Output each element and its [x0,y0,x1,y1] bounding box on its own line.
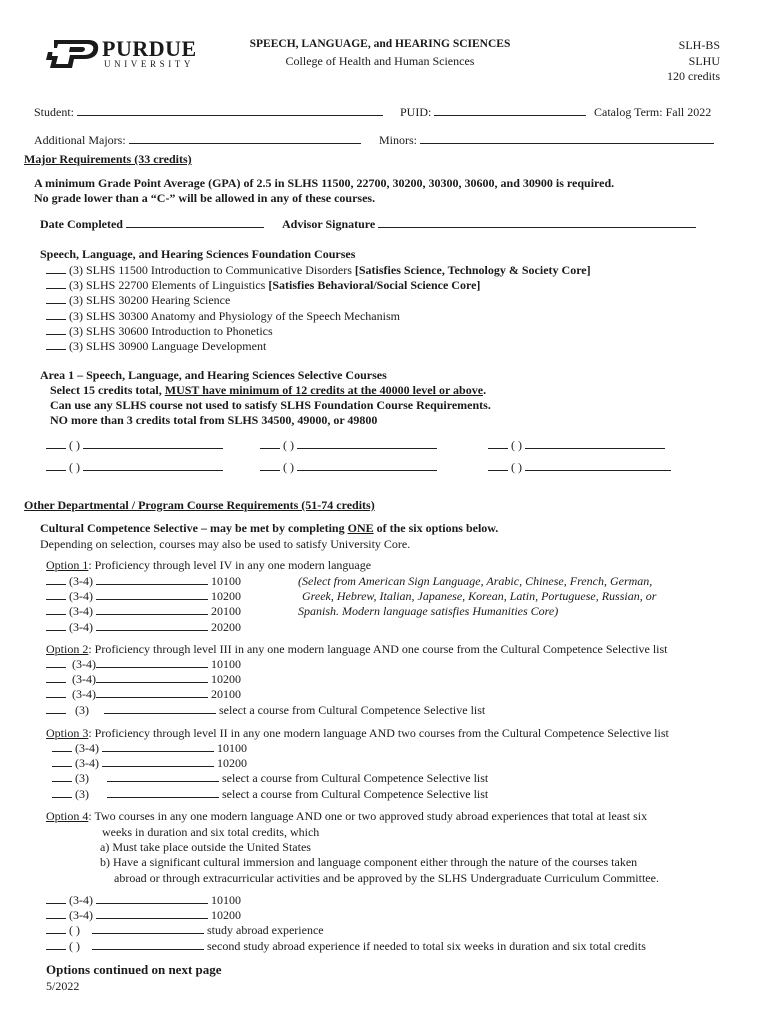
program-code: SLH-BS [678,38,720,52]
completion-blank[interactable] [46,923,66,934]
selective-slot[interactable]: ( ) [488,460,671,475]
option-4-rows [46,893,646,954]
list-item: (3-4) 10100 [46,657,485,672]
completion-blank[interactable] [46,589,66,600]
course-blank[interactable] [96,672,208,683]
selective-slot[interactable]: ( ) [260,438,437,453]
logo-subtext: UNIVERSITY [104,59,194,69]
list-item: ( ) study abroad experience [46,923,646,938]
student-field-row [34,105,383,120]
course-blank[interactable] [96,908,208,919]
list-item: (3-4) 10200 [52,756,488,771]
majors-field-row [34,133,361,148]
completion-blank[interactable] [46,657,66,668]
option-3-rows [52,741,488,802]
option-1-languages-note: (Select from American Sign Language, Arabic, Chinese, French, German, Greek, Hebrew, Italian, Japanese, Korean, Latin, Portuguese, Russian, or Spanish. Modern language satisfies Humanities Core) [298,574,657,619]
list-item: (3) select a course from Cultural Competence Selective list [52,771,488,786]
list-item: (3) SLHS 22700 Elements of Linguistics [Satisfies Behavioral/Social Science Core] [46,278,591,293]
completion-blank[interactable] [52,756,72,767]
completion-blank[interactable] [46,574,66,585]
list-item: (3-4) 10200 [46,589,241,604]
student-input[interactable] [77,105,383,116]
completion-blank[interactable] [46,604,66,615]
puid-label: PUID: [400,105,432,119]
completion-blank[interactable] [46,309,66,320]
puid-field-row [400,105,586,120]
course-blank[interactable] [92,939,204,950]
list-item: (3) SLHS 30300 Anatomy and Physiology of the Speech Mechanism [46,309,591,324]
course-blank[interactable] [96,687,208,698]
cultural-competence-note: Depending on selection, courses may also be used to satisfy University Core. [40,537,411,551]
gpa-requirement: A minimum Grade Point Average (GPA) of 2.5 in SLHS 11500, 22700, 30200, 30300, 30600, and 30900 is required. [34,176,615,190]
course-blank[interactable] [96,589,208,600]
option-3-title: Option 3: Proficiency through level II in any one modern language AND two courses from the Cultural Competence Selective list [46,726,669,740]
completion-blank[interactable] [52,771,72,782]
list-item: (3) SLHS 30200 Hearing Science [46,293,591,308]
list-item: (3-4) 10100 [46,893,646,908]
list-item: (3-4) 20200 [46,620,241,635]
option-4-line-2: weeks in duration and six total credits, which [102,825,320,839]
continued-note: Options continued on next page [46,962,222,977]
course-blank[interactable] [102,756,214,767]
list-item: (3) select a course from Cultural Competence Selective list [46,703,485,718]
completion-blank[interactable] [46,703,66,714]
selective-slot[interactable]: ( ) [46,460,223,475]
selective-slot[interactable]: ( ) [488,438,665,453]
purdue-logo [44,38,214,72]
completion-blank[interactable] [46,324,66,335]
selective-slot[interactable]: ( ) [260,460,437,475]
option-4-cond-b-cont: abroad or through extracurricular activities and be approved by the SLHS Undergraduate Curriculum Committee. [114,871,659,885]
advisor-signature-row [282,217,696,232]
puid-input[interactable] [434,105,586,116]
selective-slot[interactable]: ( ) [46,438,223,453]
option-2-rows [46,657,485,718]
course-blank[interactable] [96,604,208,615]
date-completed-label: Date Completed [40,217,123,231]
course-blank[interactable] [107,787,219,798]
area1-rule-3: NO more than 3 credits total from SLHS 34500, 49000, or 49800 [50,413,378,427]
foundation-course-list [46,263,591,354]
majors-input[interactable] [129,133,361,144]
list-item: (3-4) 20100 [46,687,485,702]
option-1-rows [46,574,241,635]
total-credits: 120 credits [667,69,720,83]
course-blank[interactable] [92,923,204,934]
course-blank[interactable] [107,771,219,782]
course-blank[interactable] [102,741,214,752]
student-label: Student: [34,105,75,119]
logo-wordmark: PURDUE [102,36,197,61]
completion-blank[interactable] [52,741,72,752]
course-blank[interactable] [104,703,216,714]
date-completed-input[interactable] [126,217,264,228]
area1-rule-1: Select 15 credits total, MUST have minimum of 12 credits at the 40000 level or above. [50,383,487,397]
purdue-p-mark-icon [44,38,100,70]
list-item: (3-4) 10200 [46,672,485,687]
date-completed-row [40,217,264,232]
other-requirements-heading: Other Departmental / Program Course Requirements (51-74 credits) [24,498,375,512]
list-item: (3-4) 10100 [46,574,241,589]
advisor-signature-label: Advisor Signature [282,217,376,231]
catalog-term: Catalog Term: Fall 2022 [594,105,712,119]
minors-input[interactable] [420,133,714,144]
completion-blank[interactable] [46,293,66,304]
minors-label: Minors: [379,133,418,147]
option-4-cond-b: b) Have a significant cultural immersion and language component either through the nature of the courses taken [100,855,638,869]
option-4-cond-a: a) Must take place outside the United States [100,840,311,854]
completion-blank[interactable] [46,620,66,631]
completion-blank[interactable] [46,939,66,950]
list-item: (3-4) 20100 [46,604,241,619]
list-item: (3-4) 10100 [52,741,488,756]
list-item: ( ) second study abroad experience if needed to total six weeks in duration and six total credits [46,939,646,954]
completion-blank[interactable] [46,687,66,698]
option-2-title: Option 2: Proficiency through level III in any one modern language AND one course from the Cultural Competence Selective list [46,642,668,656]
list-item: (3) SLHS 11500 Introduction to Communicative Disorders [Satisfies Science, Technology & Society Core] [46,263,591,278]
cultural-competence-title: Cultural Competence Selective – may be met by completing ONE of the six options below. [40,521,499,535]
college-name: College of Health and Human Sciences [285,54,475,68]
option-4-title: Option 4: Two courses in any one modern language AND one or two approved study abroad experiences that total at least six [46,809,648,823]
course-blank[interactable] [96,893,208,904]
grade-requirement: No grade lower than a “C-” will be allowed in any of these courses. [34,191,376,205]
completion-blank[interactable] [46,908,66,919]
list-item: (3-4) 10200 [46,908,646,923]
completion-blank[interactable] [46,339,66,350]
program-code-2: SLHU [688,54,720,68]
completion-blank[interactable] [46,278,66,289]
course-blank[interactable] [96,620,208,631]
foundation-courses-title: Speech, Language, and Hearing Sciences Foundation Courses [40,247,356,261]
list-item: (3) select a course from Cultural Competence Selective list [52,787,488,802]
completion-blank[interactable] [46,893,66,904]
area1-title: Area 1 – Speech, Language, and Hearing Sciences Selective Courses [40,368,387,382]
majors-label: Additional Majors: [34,133,126,147]
revision-date: 5/2022 [46,979,80,993]
list-item: (3) SLHS 30600 Introduction to Phonetics [46,324,591,339]
option-1-title: Option 1: Proficiency through level IV in any one modern language [46,558,372,572]
completion-blank[interactable] [46,263,66,274]
completion-blank[interactable] [52,787,72,798]
area1-rule-2: Can use any SLHS course not used to satisfy SLHS Foundation Course Requirements. [50,398,491,412]
dept-name: SPEECH, LANGUAGE, and HEARING SCIENCES [249,38,511,50]
major-requirements-heading: Major Requirements (33 credits) [24,152,192,166]
list-item: (3) SLHS 30900 Language Development [46,339,591,354]
completion-blank[interactable] [46,672,66,683]
course-blank[interactable] [96,574,208,585]
advisor-signature-input[interactable] [378,217,696,228]
minors-field-row [379,133,714,148]
course-blank[interactable] [96,657,208,668]
